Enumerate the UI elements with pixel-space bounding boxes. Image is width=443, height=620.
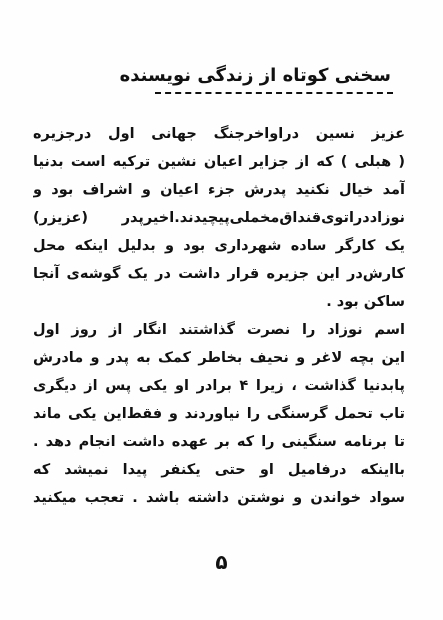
text-line: اسم نوزاد را نصرت گذاشتند انگار از روز اول	[33, 322, 405, 338]
text-line: یک کارگر ساده شهرداری بود و بدلیل اینکه محل	[33, 238, 405, 254]
page-number: ۵	[215, 550, 228, 574]
text-line: سواد خواندن و نوشتن داشته باشد . تعجب میکنید	[33, 490, 405, 506]
paragraph-1	[33, 120, 405, 316]
text-line: ( هبلی ) که از جزایر اعیان نشین ترکیه است بدنیا	[33, 154, 405, 170]
text-line: تا برنامه سنگینی را که بر عهده داشت انجام دهد .	[33, 434, 405, 450]
title-underline	[155, 92, 393, 94]
text-line: ساکن بود .	[326, 294, 405, 310]
text-line: تاب تحمل گرسنگی را نیاوردند و فقط‌این یکی ماند	[33, 406, 405, 422]
text-line: پابدنیا گذاشت ، زیرا ۴ برادر او یکی پس از دیگری	[33, 378, 405, 394]
text-line: نوزاددراتوی‌قنداق‌مخملی‌پیچیدند.اخیرپدر (عزیزر)	[33, 210, 405, 226]
text-line: آمد خیال نکنید پدرش جزء اعیان و اشراف بود و	[33, 182, 405, 198]
text-line: کارش‌در این جزیره قرار داشت در یک گوشه‌ی آنجا	[33, 266, 405, 282]
page-title: سخنی کوتاه از زندگی نویسنده	[119, 65, 391, 86]
text-line: بااینکه درفامیل او حتی یکنفر پیدا نمیشد که	[33, 462, 405, 478]
text-line: عزیز نسین دراواخرجنگ جهانی اول درجزیره	[33, 126, 405, 142]
text-line: این بچه لاغر و نحیف بخاطر کمک به پدر و مادرش	[33, 350, 405, 366]
paragraph-2	[33, 316, 405, 512]
body-text	[33, 120, 405, 512]
